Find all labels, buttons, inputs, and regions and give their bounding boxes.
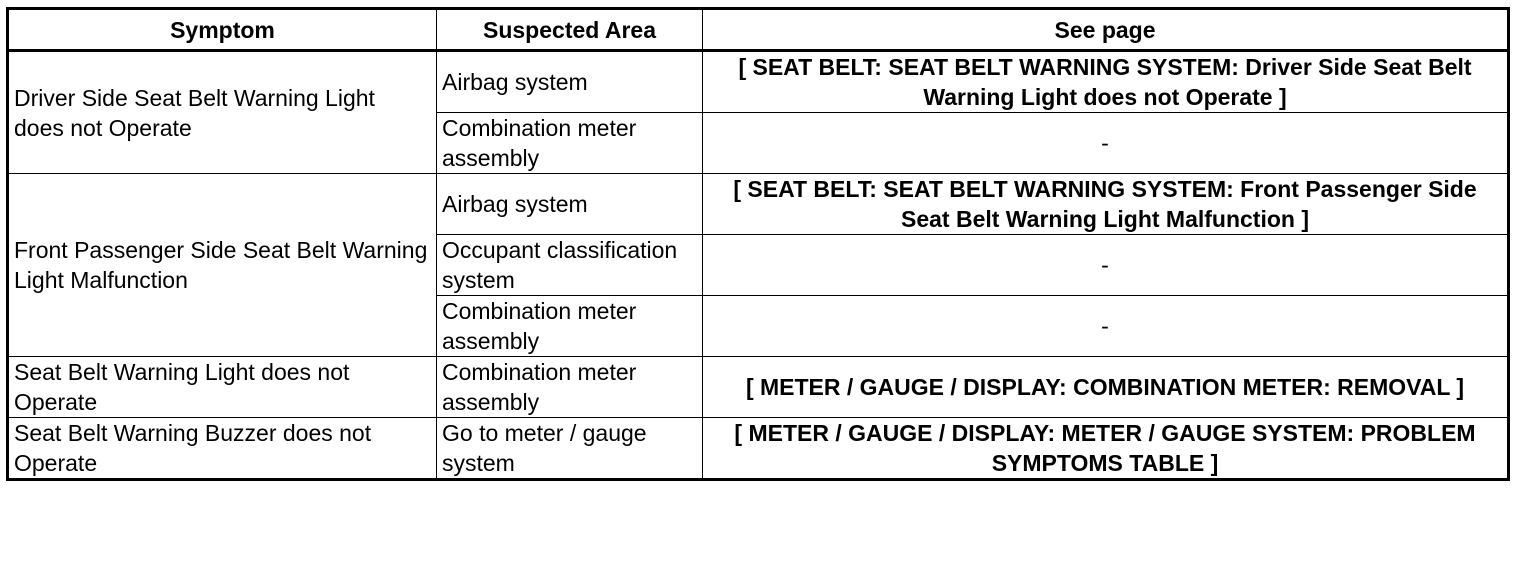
problem-symptoms-table	[6, 7, 1510, 481]
table-row	[8, 418, 1509, 480]
suspected-area-cell: Airbag system	[437, 174, 703, 235]
header-symptom: Symptom	[8, 9, 437, 51]
see-page-cell: -	[703, 235, 1509, 296]
symptom-cell: Seat Belt Warning Buzzer does not Operate	[8, 418, 437, 480]
symptom-cell: Seat Belt Warning Light does not Operate	[8, 357, 437, 418]
see-page-link[interactable]: [ METER / GAUGE / DISPLAY: METER / GAUGE SYSTEM: PROBLEM SYMPTOMS TABLE ]	[703, 418, 1509, 480]
see-page-cell: -	[703, 113, 1509, 174]
table-row	[8, 174, 1509, 235]
see-page-link[interactable]: [ METER / GAUGE / DISPLAY: COMBINATION METER: REMOVAL ]	[703, 357, 1509, 418]
header-row	[8, 9, 1509, 51]
table-row	[8, 51, 1509, 113]
suspected-area-cell: Occupant classification system	[437, 235, 703, 296]
symptom-cell: Front Passenger Side Seat Belt Warning Light Malfunction	[8, 174, 437, 357]
header-suspected-area: Suspected Area	[437, 9, 703, 51]
symptom-cell: Driver Side Seat Belt Warning Light does not Operate	[8, 51, 437, 174]
table-row	[8, 357, 1509, 418]
suspected-area-cell: Airbag system	[437, 51, 703, 113]
suspected-area-cell: Combination meter assembly	[437, 357, 703, 418]
see-page-link[interactable]: [ SEAT BELT: SEAT BELT WARNING SYSTEM: Driver Side Seat Belt Warning Light does not Operate ]	[703, 51, 1509, 113]
suspected-area-cell: Combination meter assembly	[437, 113, 703, 174]
see-page-cell: -	[703, 296, 1509, 357]
see-page-link[interactable]: [ SEAT BELT: SEAT BELT WARNING SYSTEM: Front Passenger Side Seat Belt Warning Light Malfunction ]	[703, 174, 1509, 235]
header-see-page: See page	[703, 9, 1509, 51]
suspected-area-cell: Go to meter / gauge system	[437, 418, 703, 480]
suspected-area-cell: Combination meter assembly	[437, 296, 703, 357]
